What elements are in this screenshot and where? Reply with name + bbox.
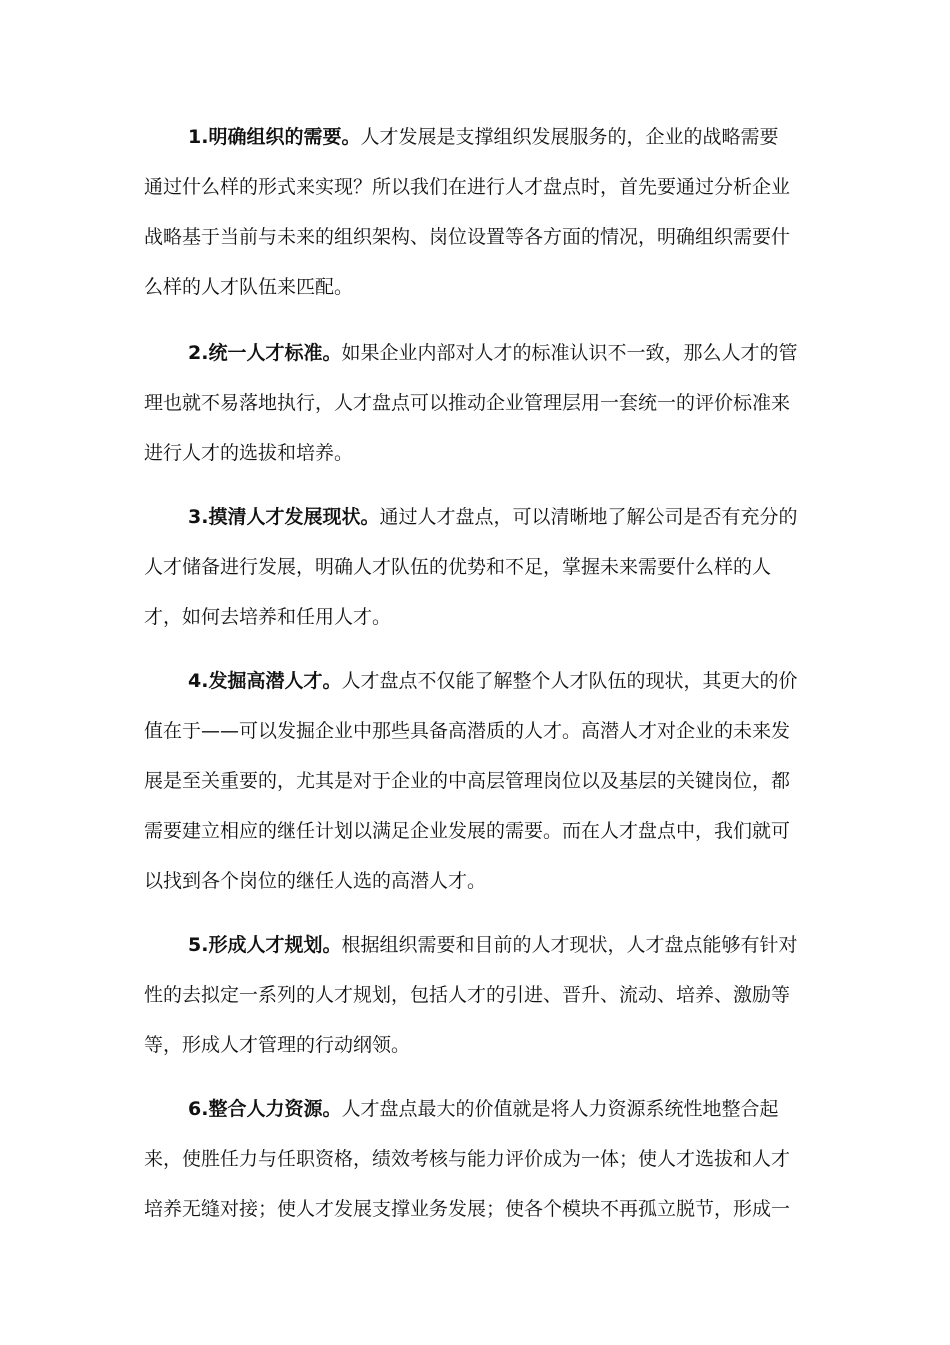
paragraph-line: 么样的人才队伍来匹配。 (144, 276, 354, 298)
paragraph-lead: 4.发掘高潜人才。 (188, 670, 342, 692)
paragraph-text: 人才盘点最大的价值就是将人力资源系统性地整合起 (341, 1098, 779, 1120)
paragraph-text: 根据组织需要和目前的人才现状，人才盘点能够有针对 (341, 934, 798, 956)
paragraph-line (188, 668, 797, 694)
paragraph-line: 才，如何去培养和任用人才。 (144, 606, 392, 628)
paragraph-lead: 6.整合人力资源。 (188, 1098, 342, 1120)
paragraph-line: 进行人才的选拔和培养。 (144, 442, 354, 464)
paragraph-line (188, 124, 778, 150)
paragraph-line: 需要建立相应的继任计划以满足企业发展的需要。而在人才盘点中，我们就可 (144, 820, 791, 842)
paragraph-line: 值在于——可以发掘企业中那些具备高潜质的人才。高潜人才对企业的未来发 (144, 720, 791, 742)
paragraph-lead: 1.明确组织的需要。 (188, 126, 361, 148)
paragraph-line: 展是至关重要的，尤其是对于企业的中高层管理岗位以及基层的关键岗位，都 (144, 770, 791, 792)
paragraph-line (188, 932, 797, 958)
paragraph-line: 性的去拟定一系列的人才规划，包括人才的引进、晋升、流动、培养、激励等 (144, 984, 791, 1006)
paragraph-lead: 3.摸清人才发展现状。 (188, 506, 380, 528)
paragraph-line: 来，使胜任力与任职资格，绩效考核与能力评价成为一体；使人才选拔和人才 (144, 1148, 791, 1170)
paragraph-line: 通过什么样的形式来实现？所以我们在进行人才盘点时，首先要通过分析企业 (144, 176, 791, 198)
paragraph-line: 战略基于当前与未来的组织架构、岗位设置等各方面的情况，明确组织需要什 (144, 226, 791, 248)
paragraph-line: 人才储备进行发展，明确人才队伍的优势和不足，掌握未来需要什么样的人 (144, 556, 772, 578)
paragraph-line (188, 340, 797, 366)
paragraph-text: 如果企业内部对人才的标准认识不一致，那么人才的管 (341, 342, 798, 364)
paragraph-line (188, 504, 797, 530)
paragraph-text: 人才发展是支撑组织发展服务的，企业的战略需要 (360, 126, 779, 148)
paragraph-line: 等，形成人才管理的行动纲领。 (144, 1034, 411, 1056)
paragraph-text: 通过人才盘点，可以清晰地了解公司是否有充分的 (379, 506, 798, 528)
paragraph-text: 人才盘点不仅能了解整个人才队伍的现状，其更大的价 (341, 670, 798, 692)
paragraph-lead: 2.统一人才标准。 (188, 342, 342, 364)
paragraph-line: 理也就不易落地执行，人才盘点可以推动企业管理层用一套统一的评价标准来 (144, 392, 791, 414)
paragraph-line: 以找到各个岗位的继任人选的高潜人才。 (144, 870, 487, 892)
paragraph-lead: 5.形成人才规划。 (188, 934, 342, 956)
paragraph-line: 培养无缝对接；使人才发展支撑业务发展；使各个模块不再孤立脱节，形成一 (144, 1198, 791, 1220)
paragraph-line (188, 1096, 778, 1122)
